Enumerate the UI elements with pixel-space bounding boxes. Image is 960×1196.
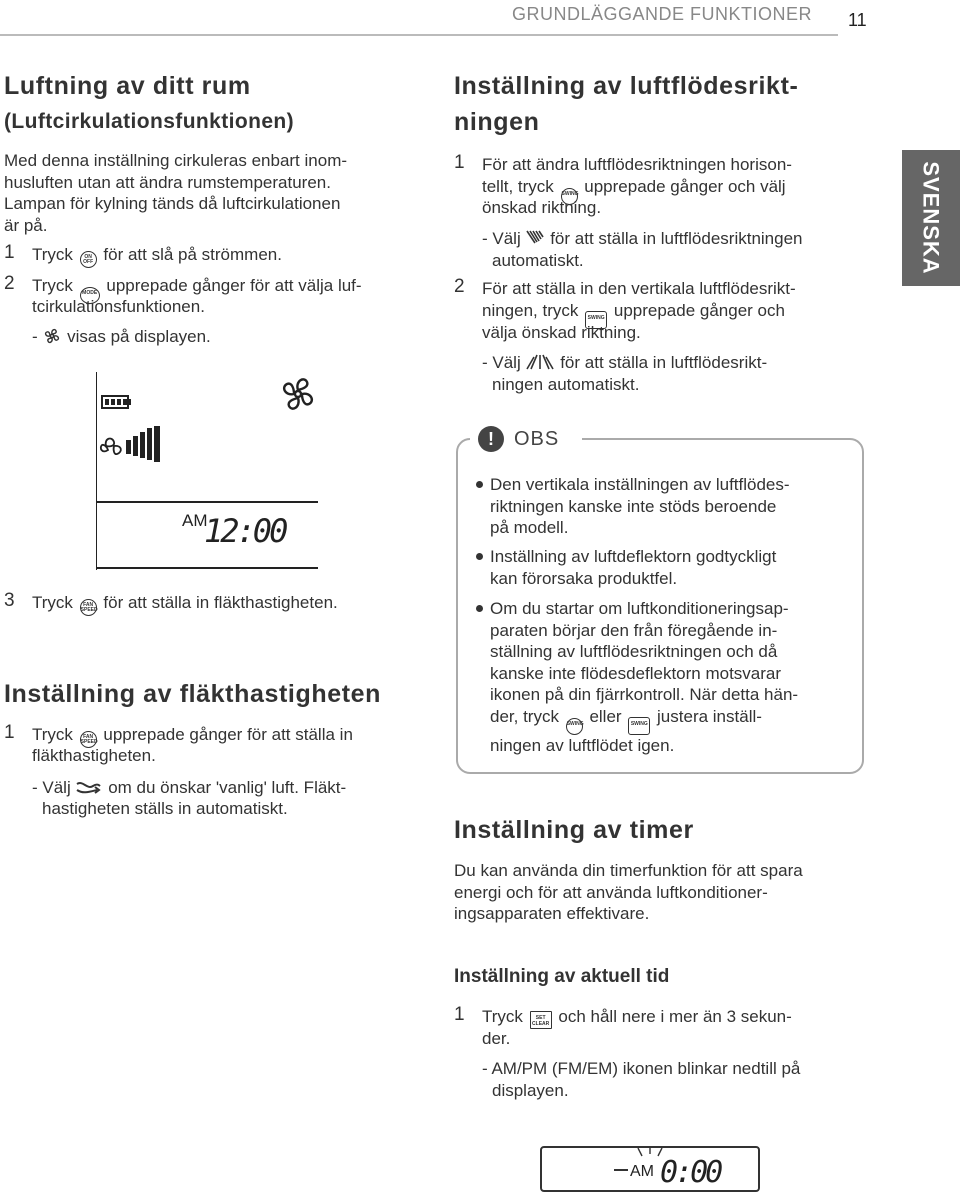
- fan-speed-button-icon: FAN SPEED: [80, 731, 97, 748]
- am-indicator: AM: [630, 1163, 654, 1180]
- bullet: [476, 553, 483, 560]
- airflow-title-cont: ningen: [454, 108, 540, 136]
- set-clear-button-icon: SET CLEAR: [530, 1011, 552, 1029]
- vent-intro: [4, 150, 347, 236]
- mode-button-icon: MODE: [80, 287, 100, 304]
- on-off-button-icon: ON OFF: [80, 251, 97, 268]
- step-number: 1: [4, 722, 15, 743]
- timer-note-cont: displayen.: [492, 1081, 569, 1100]
- airflow-step2-line2: ningen, tryck SWING upprepade gånger och: [482, 300, 785, 329]
- airflow-title: Inställning av luftflödesrikt-: [454, 72, 799, 100]
- warning-icon: !: [478, 426, 504, 452]
- natural-wind-icon: [75, 778, 103, 796]
- vent-step2-note: - visas på displayen.: [32, 327, 211, 346]
- airflow-step1-note-cont: automatiskt.: [492, 251, 584, 270]
- clock-readout: 0:00: [660, 1155, 721, 1190]
- blink-rays-icon: [638, 1148, 662, 1156]
- fan-icon: [42, 327, 62, 345]
- fan-speed-icon: [101, 426, 160, 462]
- airflow-step2-note-cont: ningen automatiskt.: [492, 375, 640, 394]
- step-number: 2: [4, 273, 15, 294]
- vent-step3: Tryck FAN SPEED för att ställa in fläkthastigheten.: [32, 592, 338, 616]
- fan-note: - Välj om du önskar 'vanlig' luft. Fläkt-: [32, 778, 347, 797]
- note-item: Inställning av luftdeflektorn godtyckligt kan förorsaka produktfel.: [490, 547, 777, 588]
- fan-icon: [284, 379, 312, 408]
- swing-button-icon: SWING: [566, 718, 583, 735]
- page-header: [0, 0, 960, 38]
- am-indicator: AM: [182, 511, 208, 530]
- fan-title: Inställning av fläkthastigheten: [4, 680, 381, 708]
- intro-line: är på.: [4, 215, 48, 235]
- swing-button-icon: SWING: [628, 717, 650, 735]
- language-tab-label: SVENSKA: [919, 161, 945, 275]
- timer-intro: Du kan använda din timerfunktion för att spara energi och för att använda luftkonditioner- ingsapparaten effektivare.: [454, 861, 803, 923]
- remote-display: [96, 372, 318, 570]
- time-display: [540, 1146, 760, 1192]
- fan-speed-button-icon: FAN SPEED: [80, 599, 97, 616]
- timer-step1: Tryck SET CLEAR och håll nere i mer än 3 sekun-: [482, 1007, 792, 1027]
- fan-step1: Tryck FAN SPEED upprepade gånger för att ställa in: [32, 724, 353, 748]
- vent-title: Luftning av ditt rum: [4, 72, 251, 100]
- swing-button-icon: SWING: [585, 311, 607, 329]
- vent-subtitle: (Luftcirkulationsfunktionen): [4, 110, 295, 133]
- bullet: [476, 481, 483, 488]
- intro-line: husluften utan att ändra rumstemperaturen.: [4, 172, 331, 192]
- swing-button-icon: SWING: [561, 188, 578, 205]
- horizontal-swing-icon: [525, 229, 545, 247]
- airflow-step1-note: - Välj för att ställa in luftflödesriktningen: [482, 229, 803, 248]
- note-item: Om du startar om luftkonditioneringsap- paraten börjar den från föregående in- ställning av luftflödesriktningen och då kanske inte flödesdeflektorn motsvarar ikonen på din fjärrkontroll. När detta hän- der, tryck SWING eller SWING justera inställ- ningen av luftflödet igen.: [490, 599, 799, 755]
- clock-readout: 12:00: [204, 512, 286, 550]
- airflow-step1-line3: önskad riktning.: [482, 198, 602, 217]
- step-number: 3: [4, 590, 15, 611]
- time-display-graphic: [542, 1148, 758, 1190]
- timer-note: - AM/PM (FM/EM) ikonen blinkar nedtill på: [482, 1059, 801, 1078]
- vertical-swing-icon: [525, 353, 555, 371]
- step-number: 1: [454, 152, 465, 173]
- airflow-step2-line3: välja önskad riktning.: [482, 323, 641, 342]
- page-number: 11: [848, 10, 867, 30]
- note-label: OBS: [514, 428, 560, 450]
- airflow-step2: För att ställa in den vertikala luftflödesrikt-: [482, 279, 796, 298]
- note-item: Den vertikala inställningen av luftflödes- riktningen kanske inte stöds beroende på modell.: [490, 475, 790, 537]
- header-divider: [0, 34, 838, 36]
- vent-step1: Tryck ON OFF för att slå på strömmen.: [32, 244, 282, 268]
- intro-line: Med denna inställning cirkuleras enbart inom-: [4, 151, 348, 170]
- current-time-title: Inställning av aktuell tid: [454, 966, 670, 987]
- timer-title: Inställning av timer: [454, 816, 694, 844]
- battery-icon: [102, 396, 131, 408]
- vent-step2-cont: tcirkulationsfunktionen.: [32, 297, 205, 316]
- step-number: 1: [4, 242, 15, 263]
- airflow-step1-line2: tellt, tryck SWING upprepade gånger och välj: [482, 176, 786, 205]
- step-number: 1: [454, 1004, 465, 1025]
- airflow-step2-note: - Välj för att ställa in luftflödesrikt-: [482, 353, 768, 372]
- fan-note-cont: hastigheten ställs in automatiskt.: [42, 799, 288, 818]
- display-graphic: [96, 372, 318, 570]
- bullet: [476, 605, 483, 612]
- timer-step1-cont: der.: [482, 1029, 511, 1048]
- fan-step1-cont: fläkthastigheten.: [32, 746, 156, 765]
- intro-line: Lampan för kylning tänds då luftcirkulationen: [4, 194, 341, 213]
- step-number: 2: [454, 276, 465, 297]
- vent-step2: Tryck MODE upprepade gånger för att välja luf-: [32, 275, 362, 304]
- airflow-step1: För att ändra luftflödesriktningen horison-: [482, 155, 792, 174]
- section-title: GRUNDLÄGGANDE FUNKTIONER: [512, 4, 813, 24]
